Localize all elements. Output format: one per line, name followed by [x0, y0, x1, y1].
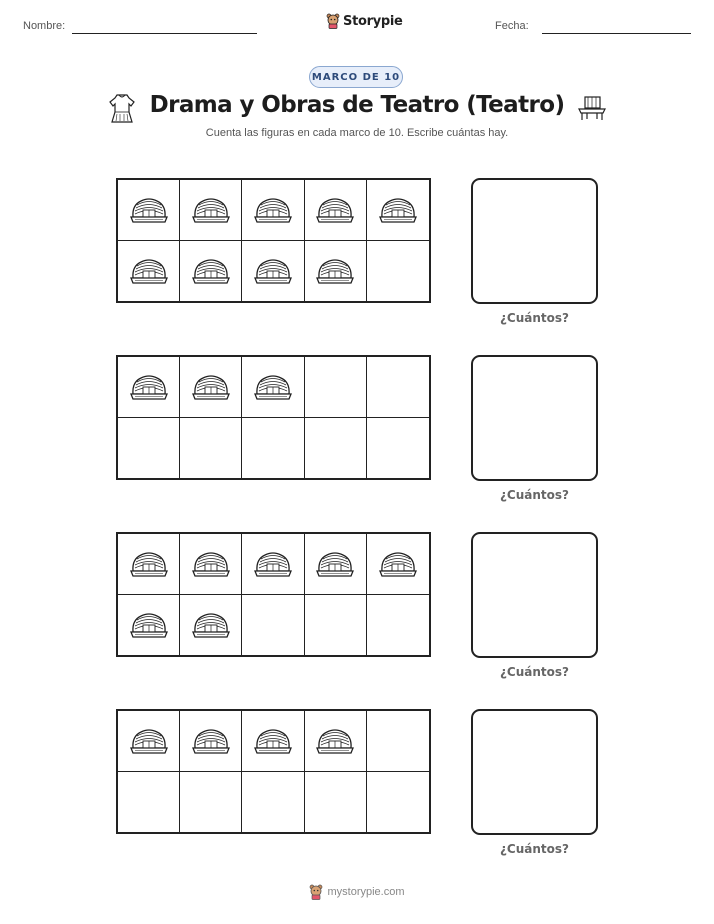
answer-box-3[interactable]: [471, 532, 598, 658]
theater-stage-icon: [129, 372, 169, 402]
theater-stage-icon: [129, 549, 169, 579]
frame-cell-filled: [118, 534, 180, 595]
frame-cell-filled: [180, 595, 242, 656]
theater-stage-icon: [253, 372, 293, 402]
frame-cell-filled: [180, 357, 242, 418]
frame-cell-filled: [305, 711, 367, 772]
answer-box-1[interactable]: [471, 178, 598, 304]
frame-cell-empty: [367, 772, 429, 833]
costume-icon: [108, 92, 136, 124]
frame-cell-filled: [242, 357, 304, 418]
theater-stage-icon: [191, 256, 231, 286]
ten-frame-1: [116, 178, 431, 303]
frame-cell-filled: [180, 711, 242, 772]
frame-cell-filled: [367, 534, 429, 595]
frame-cell-filled: [242, 180, 304, 241]
frame-cell-filled: [242, 711, 304, 772]
frame-cell-filled: [118, 357, 180, 418]
frame-cell-empty: [305, 772, 367, 833]
frame-cell-empty: [305, 357, 367, 418]
frame-cell-empty: [118, 772, 180, 833]
frame-cell-empty: [242, 595, 304, 656]
date-label: Fecha:: [495, 20, 529, 32]
frame-cell-empty: [367, 711, 429, 772]
theater-stage-icon: [129, 610, 169, 640]
theater-stage-icon: [253, 195, 293, 225]
footer: [0, 884, 714, 900]
frame-cell-empty: [367, 357, 429, 418]
name-line[interactable]: [72, 33, 257, 34]
theater-stage-icon: [378, 549, 418, 579]
theater-stage-icon: [315, 195, 355, 225]
frame-cell-empty: [305, 418, 367, 479]
date-line[interactable]: [542, 33, 691, 34]
answer-box-4[interactable]: [471, 709, 598, 835]
answer-label-1: ¿Cuántos?: [499, 311, 570, 325]
frame-cell-filled: [118, 711, 180, 772]
frame-cell-filled: [242, 241, 304, 302]
frame-cell-filled: [118, 241, 180, 302]
frame-cell-empty: [180, 418, 242, 479]
frame-cell-filled: [305, 534, 367, 595]
storypie-mascot-icon: [309, 884, 323, 900]
frame-cell-filled: [180, 180, 242, 241]
theater-stage-icon: [253, 549, 293, 579]
frame-cell-filled: [242, 534, 304, 595]
storypie-mascot-icon: [326, 13, 340, 29]
theater-stage-icon: [191, 195, 231, 225]
frame-cell-filled: [305, 180, 367, 241]
frame-cell-empty: [367, 241, 429, 302]
frame-cell-filled: [118, 595, 180, 656]
answer-label-4: ¿Cuántos?: [499, 842, 570, 856]
brand-logo: [326, 13, 403, 29]
page-title: Drama y Obras de Teatro (Teatro): [149, 92, 565, 118]
answer-label-2: ¿Cuántos?: [499, 488, 570, 502]
answer-box-2[interactable]: [471, 355, 598, 481]
theater-stage-icon: [253, 726, 293, 756]
frame-cell-empty: [180, 772, 242, 833]
name-label: Nombre:: [23, 20, 66, 32]
theater-stage-icon: [191, 610, 231, 640]
theater-stage-icon: [129, 256, 169, 286]
frame-cell-empty: [118, 418, 180, 479]
theater-stage-icon: [191, 372, 231, 402]
frame-cell-empty: [305, 595, 367, 656]
frame-cell-filled: [367, 180, 429, 241]
theater-stage-icon: [129, 726, 169, 756]
theater-stage-icon: [378, 195, 418, 225]
frame-cell-empty: [242, 772, 304, 833]
frame-cell-filled: [305, 241, 367, 302]
theater-stage-icon: [191, 549, 231, 579]
frame-cell-filled: [118, 180, 180, 241]
frame-cell-filled: [180, 241, 242, 302]
theater-stage-icon: [129, 195, 169, 225]
theater-stage-icon: [315, 256, 355, 286]
frame-cell-empty: [367, 595, 429, 656]
ten-frame-4: [116, 709, 431, 834]
ten-frame-3: [116, 532, 431, 657]
theater-stage-icon: [191, 726, 231, 756]
brand-name: Storypie: [343, 13, 403, 29]
theater-stage-icon: [315, 549, 355, 579]
instructions: Cuenta las figuras en cada marco de 10. Escribe cuántas hay.: [205, 127, 509, 139]
frame-cell-empty: [367, 418, 429, 479]
worksheet-type-badge: MARCO DE 10: [309, 66, 403, 88]
theater-stage-icon: [315, 726, 355, 756]
stage-icon: [577, 94, 607, 122]
frame-cell-empty: [242, 418, 304, 479]
ten-frame-2: [116, 355, 431, 480]
frame-cell-filled: [180, 534, 242, 595]
answer-label-3: ¿Cuántos?: [499, 665, 570, 679]
footer-url: mystorypie.com: [327, 886, 405, 898]
theater-stage-icon: [253, 256, 293, 286]
